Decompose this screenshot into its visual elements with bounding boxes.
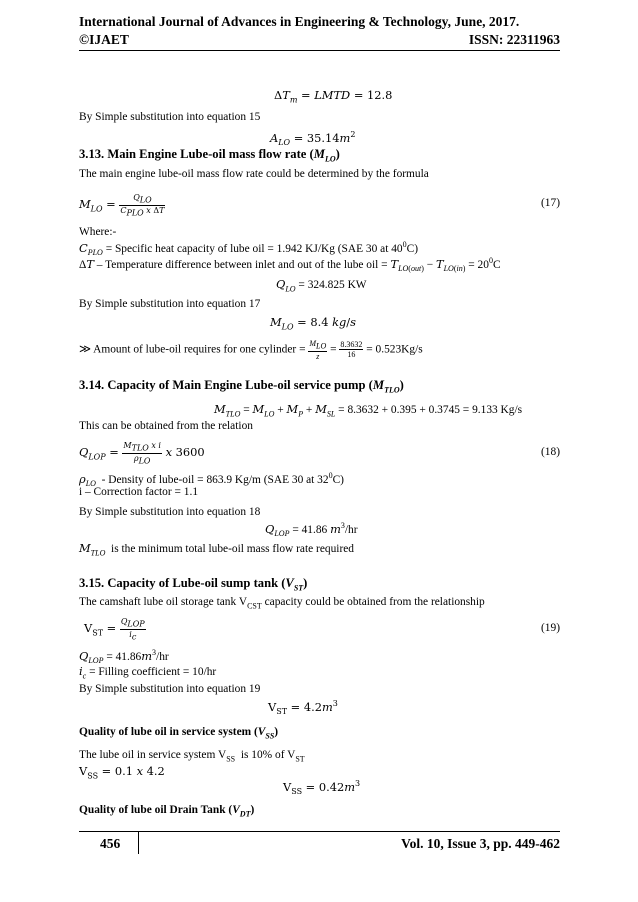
cylinder-amount: ≫ Amount of lube-oil requires for one cylinder = $\frac{M_{LO}}{z}$ = $\frac{8.3632}{16}$ = 0.523Kg/s [79,339,423,361]
mtlo-equation: $M_{TLO} = M_{LO} + M_P + M_{SL} = 8.3632 + 0.395 + 0.3745 = 9.133$ Kg/s [214,402,523,419]
subst-17: By Simple substitution into equation 17 [79,298,261,310]
footer-rule [79,831,560,832]
issn: ISSN: 22311963 [468,32,560,47]
vst-value: $V_{ST} = 4.2m^3$ [268,699,338,717]
cylinder-result: = 0.523Kg/s [366,343,423,356]
para-service-system: The lube oil in service system $V_{SS}$ is 10% of $V_{ST}$ [79,749,305,764]
dt-definition: ΔT – Temperature difference between inlet and out of the lube oil = $T_{LO(out)} - T_{LO(in)} = 20^0C$ [79,256,501,274]
section-3-15: 3.15. Capacity of Lube-oil sump tank $(V_{ST})$ [79,576,308,593]
qlo-value: $Q_{LO} = 324.825$ KW [276,277,367,294]
eq19: $V_{ST}$ = $\frac{Q_{LOP}}{i_c}$ [84,617,145,642]
eq19-number: (19) [541,622,560,634]
section-3-14: 3.14. Capacity of Main Engine Lube-oil service pump $(M_{TLO})$ [79,378,404,395]
vss-value: $V_{SS} = 0.42m^3$ [283,779,361,797]
para-3-13: The main engine lube-oil mass flow rate could be determined by the formula [79,168,429,180]
subst-15: By Simple substitution into equation 15 [79,111,261,123]
para-3-15: The camshaft lube oil storage tank $V_{CST}$ capacity could be obtained from the relationship [79,596,485,611]
lmtd-equation: $\Delta T_m$ = LMTD = 12.8 [274,88,393,105]
eq18-number: (18) [541,446,560,458]
cplo-definition: $C_{PLO}$ = Specific heat capacity of lube oil = 1.942 KJ/Kg (SAE 30 at $40^0C$) [79,240,418,258]
qlop-line: $Q_{LOP} = 41.86m^3/hr$ [79,648,169,666]
page-number: 456 [100,836,121,851]
cyl-frac1: $\frac{M_{LO}}{z}$ [309,339,327,361]
subst-18: By Simple substitution into equation 18 [79,506,261,518]
relation-text: This can be obtained from the relation [79,420,253,432]
where-label: Where:- [79,226,117,238]
eq18: $Q_{LOP}$ = $\frac{M_{TLO} x i}{\rho_{LO}}$ x 3600 [79,441,205,466]
eq18-fraction: $\frac{M_{TLO} x i}{\rho_{LO}}$ [123,441,161,466]
cylinder-text: ≫ Amount of lube-oil requires for one cylinder = [79,343,306,356]
qlop-value: $Q_{LOP} = 41.86$ $m^3/hr$ [265,521,358,539]
volume-info: Vol. 10, Issue 3, pp. 449-462 [401,836,560,851]
heading-drain-tank: Quality of lube oil Drain Tank $(V_{DT})$ [79,804,255,819]
footer-divider [138,832,139,854]
eq17-fraction: $\frac{Q_{LO}}{C_{PLO} x \Delta T}$ [120,193,165,218]
heading-service-system: Quality of lube oil in service system $(V_{SS})$ [79,726,279,741]
eq17: $M_{LO}$ = $\frac{Q_{LO}}{C_{PLO} x \Delta T}$ [79,193,165,218]
eq19-fraction: $\frac{Q_{LOP}}{i_c}$ [120,617,145,642]
copyright: ©IJAET [79,32,129,47]
header-rule [79,50,560,51]
i-definition: i – Correction factor = 1.1 [79,486,199,498]
mtlo-note: $M_{TLO}$ is the minimum total lube-oil mass flow rate required [79,541,355,558]
rho-definition: $\rho_{LO}$ - Density of lube-oil = 863.9 Kg/m (SAE 30 at $32^0C$) [79,471,344,489]
eq17-number: (17) [541,197,560,209]
ic-definition: $i_c$ = Filling coefficient = 10/hr [79,664,217,681]
section-3-13: 3.13. Main Engine Lube-oil mass flow rate $(M_{LO})$ [79,147,340,164]
journal-title: International Journal of Advances in Engineering & Technology, June, 2017. [79,14,520,29]
cyl-frac2: $\frac{8.3632}{16}$ [340,340,363,360]
area-equation: $A_{LO} = 35.14m^2$ [270,130,356,148]
subst-19: By Simple substitution into equation 19 [79,683,261,695]
mlo-value: $M_{LO} = 8.4$ kg/s [270,315,356,332]
vss-equation: $V_{SS} = 0.1$ x 4.2 [79,764,165,781]
